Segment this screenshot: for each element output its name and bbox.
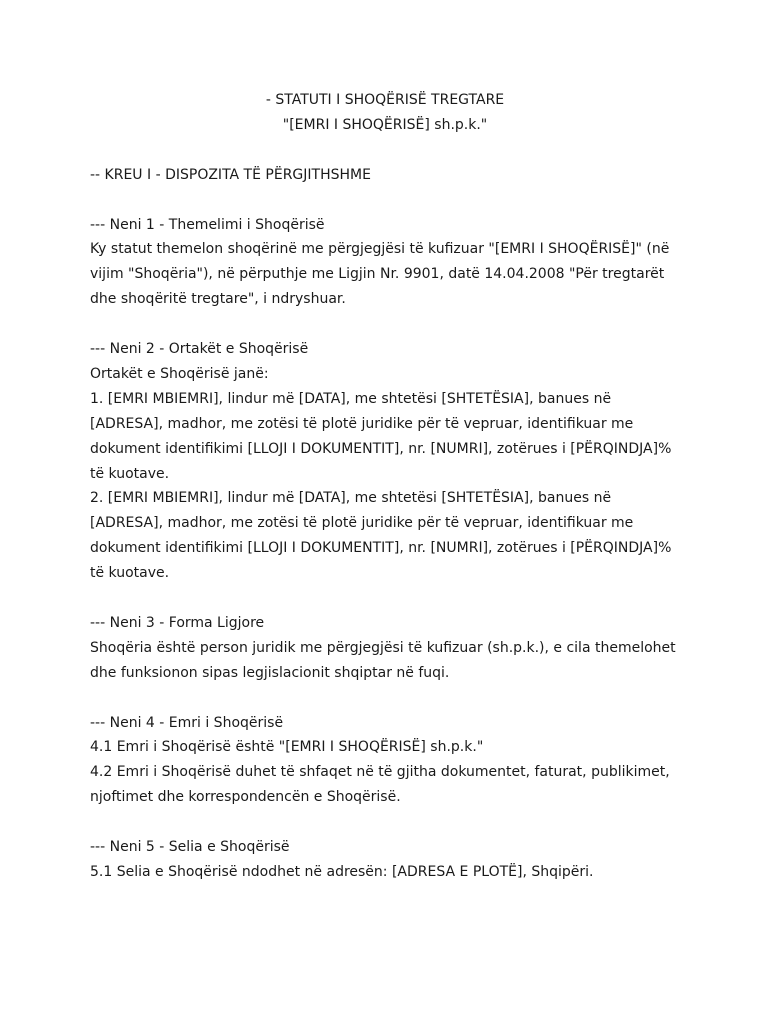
article-text-line: Ortakët e Shoqërisë janë: (90, 365, 269, 382)
article-text-line: të kuotave. (90, 565, 170, 582)
document-title: - STATUTI I SHOQËRISË TREGTARE (265, 92, 505, 108)
article-text-line: 4.1 Emri i Shoqërisë është "[EMRI I SHOQËRISË] sh.p.k." (90, 739, 484, 756)
article-heading: --- Neni 4 - Emri i Shoqërisë (90, 714, 284, 731)
article-text-line: dhe funksionon sipas legjislacionit shqiptar në fuqi. (90, 664, 450, 681)
blank-line (90, 188, 680, 213)
chapter-heading: -- KREU I - DISPOZITA TË PËRGJITHSHME (90, 166, 371, 183)
article-text-line: Ky statut themelon shoqërinë me përgjegjësi të kufizuar "[EMRI I SHOQËRISË]" (në (90, 241, 670, 258)
article-text-line: të kuotave. (90, 465, 170, 482)
blank-line (90, 686, 680, 711)
article-text-line: [ADRESA], madhor, me zotësi të plotë juridike për të vepruar, identifikuar me (90, 515, 634, 532)
article-text-line: 1. [EMRI MBIEMRI], lindur më [DATA], me shtetësi [SHTETËSIA], banues në (90, 390, 612, 407)
article-text-line: dokument identifikimi [LLOJI I DOKUMENTIT], nr. [NUMRI], zotërues i [PËRQINDJA]% (90, 440, 672, 457)
blank-line (90, 586, 680, 611)
article-heading: --- Neni 3 - Forma Ligjore (90, 614, 265, 631)
article-text-line: dhe shoqëritë tregtare", i ndryshuar. (90, 291, 346, 308)
article-5 (90, 835, 680, 885)
article-text-line: Shoqëria është person juridik me përgjegjësi të kufizuar (sh.p.k.), e cila themelohet (90, 639, 676, 656)
article-text-line: 2. [EMRI MBIEMRI], lindur më [DATA], me shtetësi [SHTETËSIA], banues në (90, 490, 612, 507)
blank-line (90, 312, 680, 337)
article-3 (90, 611, 680, 686)
article-text-line: njoftimet dhe korrespondencën e Shoqërisë. (90, 789, 401, 806)
article-1 (90, 213, 680, 313)
article-text-line: 4.2 Emri i Shoqërisë duhet të shfaqet në të gjitha dokumentet, faturat, publikimet, (90, 764, 670, 781)
article-text-line: vijim "Shoqëria"), në përputhje me Ligjin Nr. 9901, datë 14.04.2008 "Për tregtarët (90, 266, 665, 283)
document-page (90, 88, 680, 885)
article-text-line: [ADRESA], madhor, me zotësi të plotë juridike për të vepruar, identifikuar me (90, 415, 634, 432)
article-heading: --- Neni 2 - Ortakët e Shoqërisë (90, 341, 309, 358)
article-heading: --- Neni 1 - Themelimi i Shoqërisë (90, 216, 325, 233)
article-4 (90, 711, 680, 811)
blank-line (90, 810, 680, 835)
article-text-line: 5.1 Selia e Shoqërisë ndodhet në adresën: [ADRESA E PLOTË], Shqipëri. (90, 864, 594, 880)
article-2 (90, 337, 680, 586)
article-text-line: dokument identifikimi [LLOJI I DOKUMENTIT], nr. [NUMRI], zotërues i [PËRQINDJA]% (90, 540, 672, 557)
company-name-title: "[EMRI I SHOQËRISË] sh.p.k." (282, 116, 488, 133)
blank-line (90, 138, 680, 163)
article-heading: --- Neni 5 - Selia e Shoqërisë (90, 839, 290, 856)
